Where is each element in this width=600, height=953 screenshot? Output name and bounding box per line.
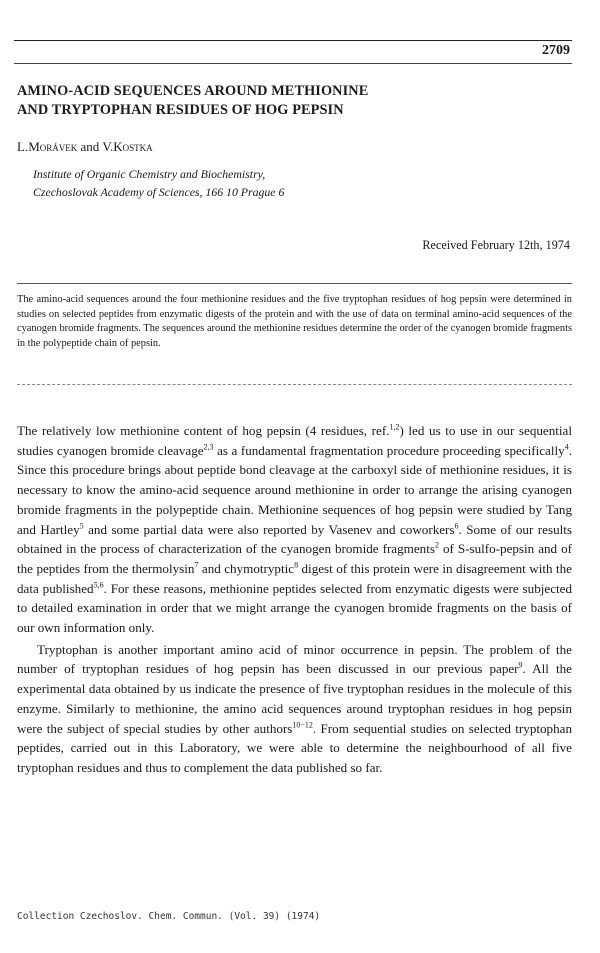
received-date: Received February 12th, 1974 [422,238,570,252]
reference-superscript: 4 [564,442,569,452]
text-span: . From sequential studies on selected tryptophan peptides, carried out in this Laboratory, we were able to determine the neighbourhood of all five tryptophan residues and thus to complement the data published so far. [17,720,573,775]
abstract-rule-top [17,283,572,284]
affiliation-line-2: Czechoslovak Academy of Sciences, 166 10 Prague 6 [33,185,285,199]
abstract-rule-bottom [17,384,572,385]
paragraph-2 [17,640,572,778]
text-span: . All the experimental data obtained by us indicate the presence of five tryptophan residues in the molecule of this enzyme. Similarly to methionine, the amino acid sequences around tryptophan residues in hog pepsin were the subject of special studies by other authors [17,661,572,736]
body-text [17,421,572,778]
paragraph-1 [17,421,572,638]
text-span: ) led us to use in our sequential studies cyanogen bromide cleavage [17,423,572,458]
text-span: Tryptophan is another important amino acid of minor occurrence in pepsin. The problem of the number of tryptophan residues of hog pepsin has been discussed in our previous paper [17,641,572,677]
text-span: and chymotryptic [198,560,295,576]
text-span: of S-sulfo-pepsin and of the peptides from the thermolysin [17,541,572,576]
header-rule [14,40,572,41]
text-span: The relatively low methionine content of hog pepsin (4 residues, ref. [17,423,390,438]
text-span: and some partial data were also reported by Vasenev and coworkers [83,521,455,537]
header-rule-lower [14,63,572,64]
author2-initial: V. [102,139,114,154]
title-line-2: AND TRYPTOPHAN RESIDUES OF HOG PEPSIN [17,102,344,118]
reference-superscript: 9 [518,661,523,671]
reference-superscript: 2,3 [203,442,214,452]
page-number: 2709 [542,43,570,58]
affiliation-line-1: Institute of Organic Chemistry and Biochemistry, [33,167,266,181]
affiliation [33,165,284,201]
text-span: as a fundamental fragmentation procedure proceeding specifically [213,442,565,458]
reference-superscript: 2 [434,540,439,550]
author2-surname: Kostka [113,139,153,154]
reference-superscript: 1,2 [389,422,400,432]
article-title [17,82,368,120]
author1-initial: L. [17,139,29,154]
abstract: The amino-acid sequences around the four methionine residues and the five tryptophan residues of hog pepsin were determined in studies on selected peptides from enzymatic digests of the protein and with the use of data on terminal amino-acid sequences of the cyanogen bromide fragments. The sequences around the methionine residues determine the order of the cyanogen bromide fragments in the polypeptide chain of pepsin. [17,294,572,349]
title-line-1: AMINO-ACID SEQUENCES AROUND METHIONINE [17,83,369,99]
author-line [17,139,153,155]
text-span: . Some of our results obtained in the process of characterization of the cyanogen bromide fragments [17,521,572,557]
author-conjunction: and [77,139,103,154]
author1-surname: Morávek [28,139,78,154]
reference-superscript: 7 [194,560,199,570]
text-span: . For these reasons, methionine peptides selected from enzymatic digests were subjected to detailed examination in order that we might arrange the cyanogen bromide fragments on the basis of our own information only. [17,580,573,636]
reference-superscript: 5 [79,521,84,531]
journal-citation-footer: Collection Czechoslov. Chem. Commun. (Vol. 39) (1974) [17,911,321,922]
reference-superscript: 10−12 [292,720,313,730]
reference-superscript: 8 [294,560,299,570]
reference-superscript: 5,6 [93,580,104,590]
text-span: digest of this protein were in disagreement with the data published [17,560,572,596]
text-span: . Since this procedure brings about peptide bond cleavage at the carboxyl side of methionine residues, it is necessary to know the amino-acid sequence around methionine in order to arrange the arising cyanogen bromide fragments in the polypeptide chain. Methionine sequences of hog pepsin were studied by Tang and Hartley [17,442,572,537]
reference-superscript: 6 [454,521,459,531]
